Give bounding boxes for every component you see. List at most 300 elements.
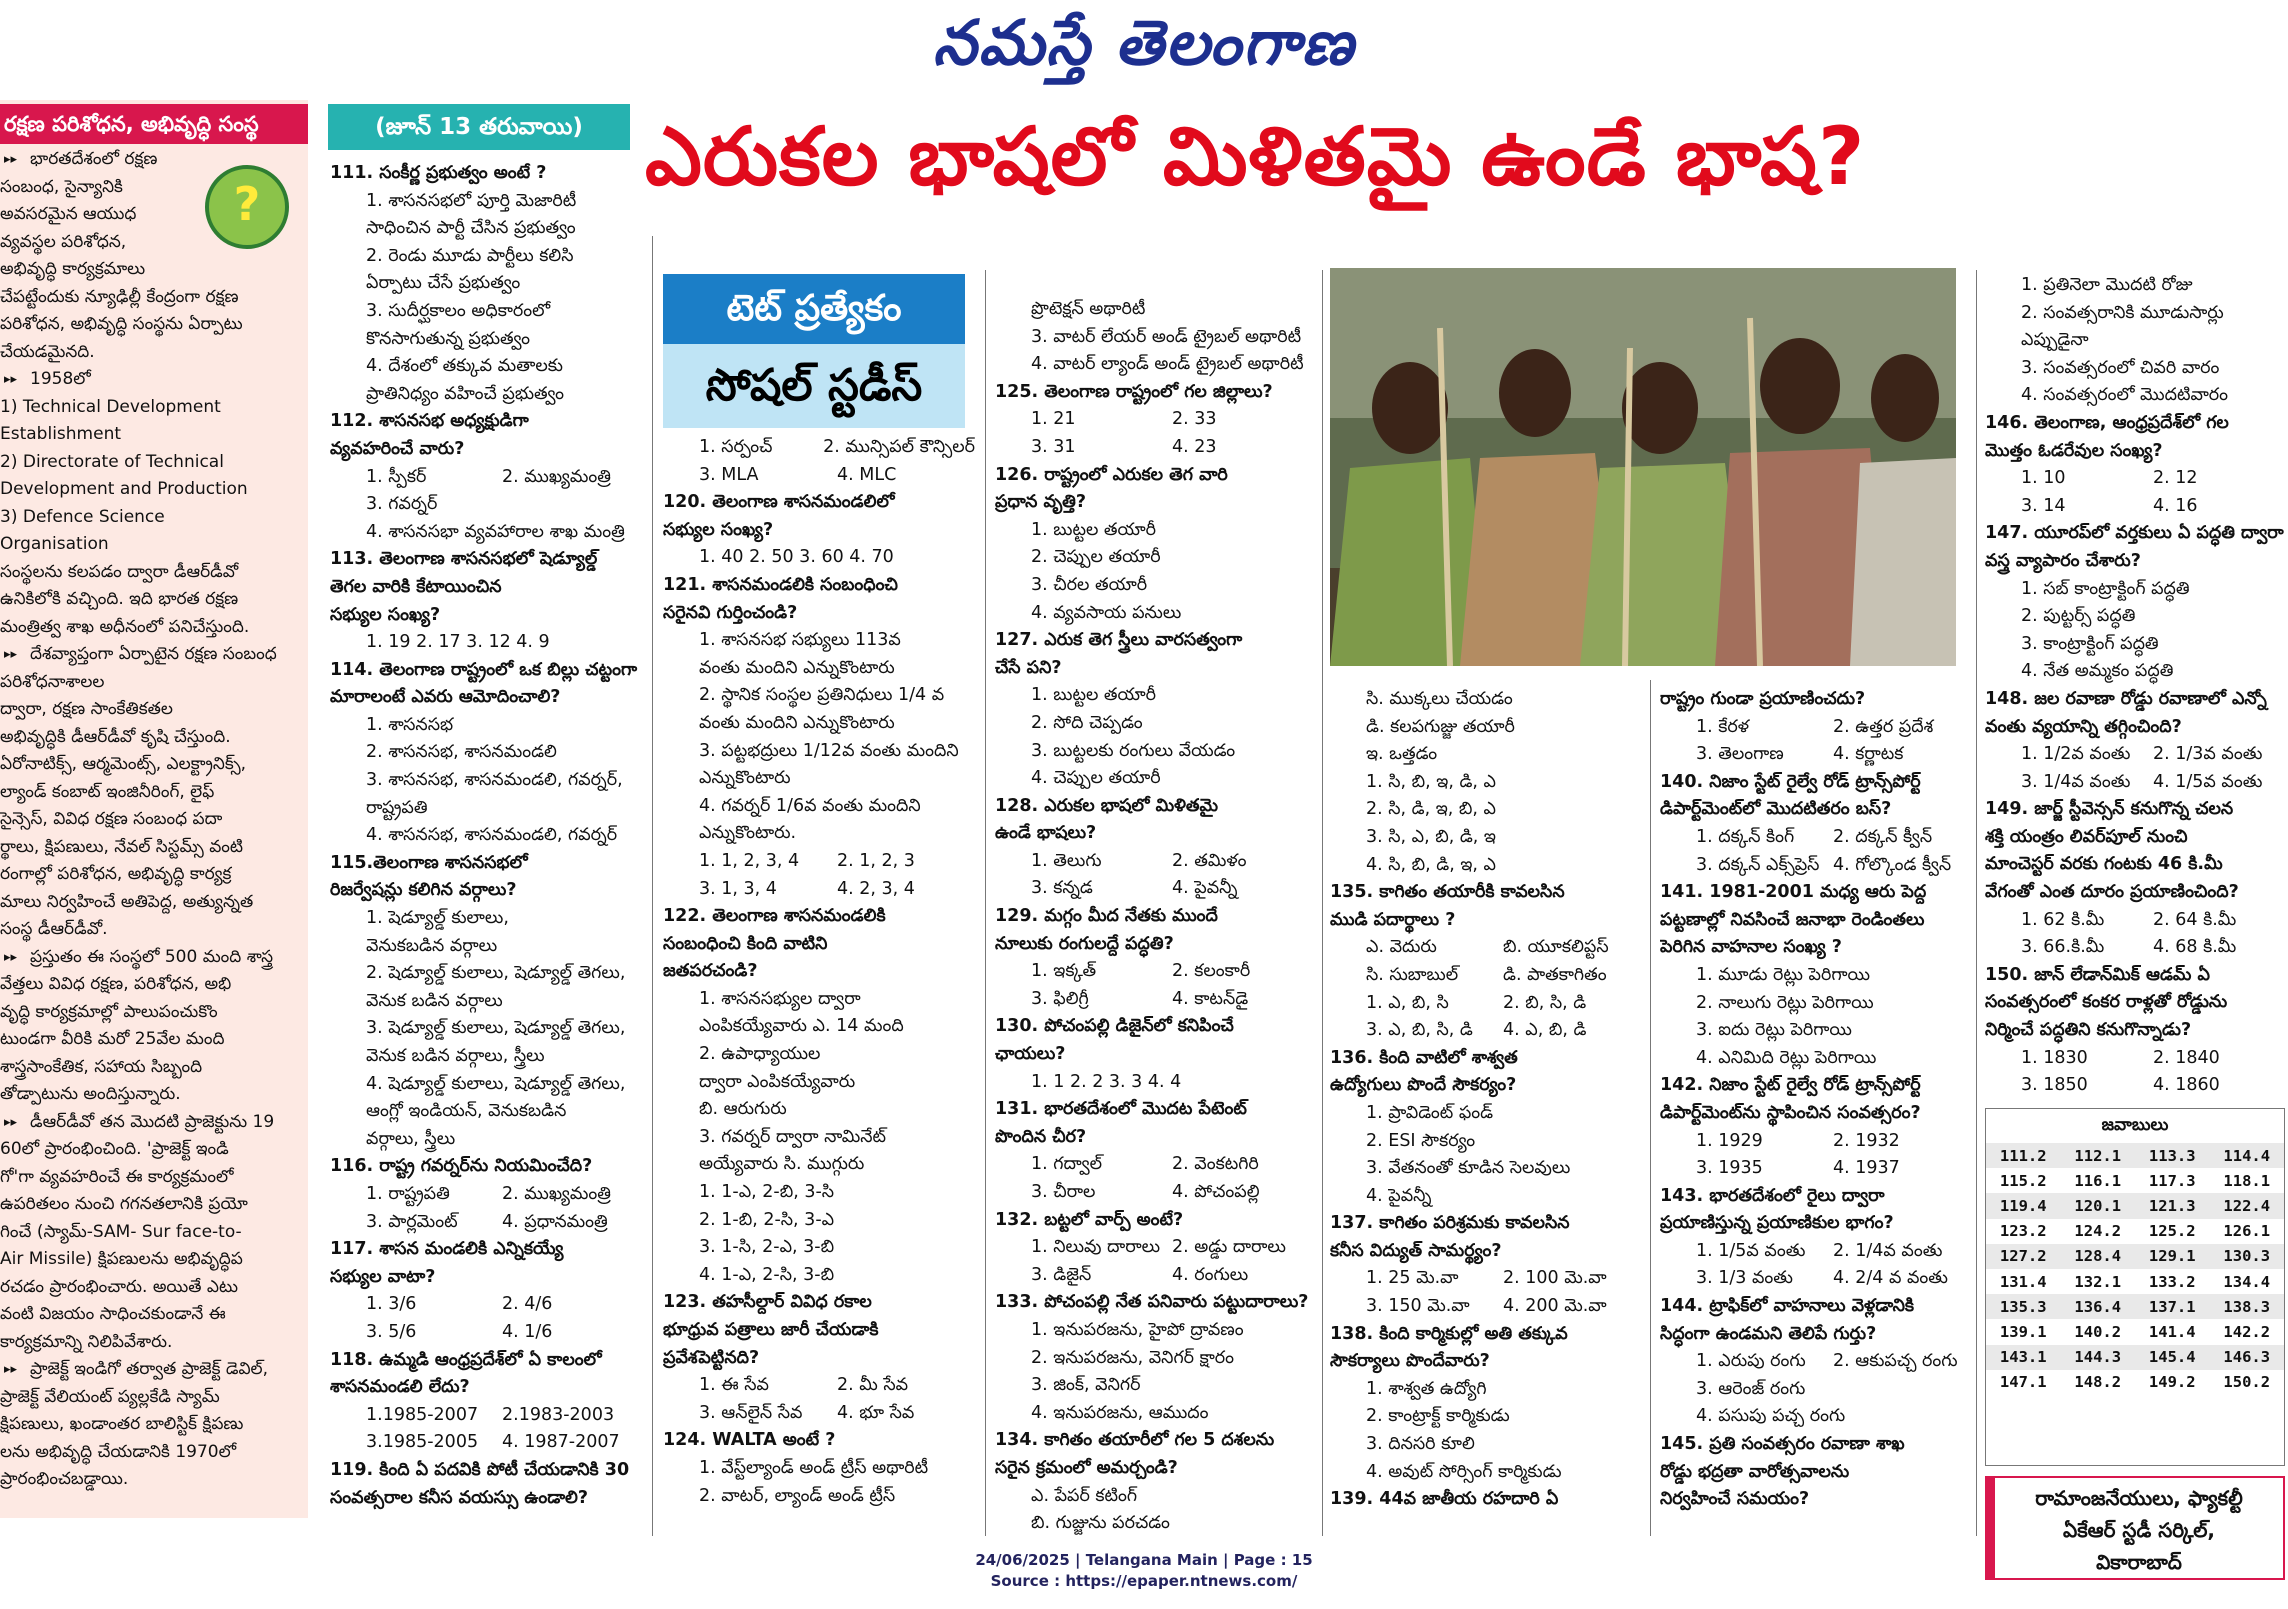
answer-cell: 115.2	[1999, 1171, 2047, 1190]
text-line: వెనుక బడిన వర్గాలు	[366, 990, 503, 1011]
text-line: టుండగా వీరికి మరో 25వేల మంది	[0, 1029, 225, 1049]
option-text: 4. 1987-2007	[502, 1432, 620, 1453]
text-line: వృద్ధి కార్యక్రమాల్లో పాలుపంచుకొం	[0, 1001, 218, 1022]
text-line: 3. సంవత్సరంలో చివరి వారం	[2021, 357, 2220, 378]
option-text: 1. ఇక్కత్	[1031, 961, 1097, 982]
text-line: వంతు మందిని ఎన్నుకొంటారు	[699, 657, 895, 678]
text-line	[330, 1319, 638, 1347]
option-text: 2. ముఖ్యమంత్రి	[502, 466, 611, 487]
option-text: 4. గోల్కొండ క్వీన్	[1833, 854, 1952, 875]
question-line: సభ్యుల సంఖ్య?	[663, 519, 774, 540]
text-line: 2. ఇనుపరజను, వెనిగర్ క్షారం	[1031, 1347, 1235, 1368]
text-line: 1. 19 2. 17 3. 12 4. 9	[366, 632, 550, 653]
answers-table	[1986, 1143, 2284, 1395]
column-divider	[985, 270, 986, 1536]
option-text: 1. 10	[2021, 468, 2066, 489]
answer-cell: 121.3	[2148, 1196, 2196, 1215]
option-text: 1. ఎ, బి, సి	[1366, 992, 1449, 1013]
text-line: 2. చెప్పుల తయారీ	[1031, 547, 1161, 568]
answer-cell: 111.2	[1999, 1146, 2047, 1165]
question-line: 124. WALTA అంటే ?	[663, 1430, 836, 1451]
option-text: 1. గద్వాల్	[1031, 1154, 1103, 1175]
question-line: 117. శాసన మండలికి ఎన్నికయ్యే	[330, 1239, 564, 1260]
text-line: సైన్సెస్, వివిధ రక్షణ సంబంధ పదా	[0, 809, 223, 829]
option-text: 2. 12	[2153, 468, 2198, 489]
text-line: 3. గవర్నర్ ద్వారా నామినేట్	[699, 1126, 887, 1147]
text-line: 3. పట్టభద్రులు 1/12వ వంతు మందిని	[699, 740, 959, 761]
text-line: 2) Directorate of Technical	[0, 451, 224, 472]
question-line: 127. ఎరుక తెగ స్త్రీలు వారసత్వంగా	[995, 630, 1243, 651]
text-line	[1330, 990, 1640, 1018]
text-line: ▸▸ 1958లో	[0, 366, 308, 394]
answer-cell: 120.1	[2074, 1196, 2122, 1215]
text-line	[995, 848, 1313, 876]
author-line: ఏకేఆర్ స్టడీ సర్కిల్,	[2062, 1518, 2216, 1542]
question-line: 136. కింది వాటిలో శాశ్వత	[1330, 1047, 1518, 1068]
option-text: 3. చీరాల	[1031, 1182, 1096, 1202]
option-text: 1. సర్పంచ్	[699, 437, 773, 457]
question-line: 119. కింది ఏ పదవికి పోటీ చేయడానికి 30	[330, 1459, 630, 1480]
question-line: ముడి పదార్థాలు ?	[1330, 909, 1456, 930]
text-line: 2. నాలుగు రెట్లు పెరిగాయి	[1696, 992, 1874, 1013]
answer-cell: 136.4	[2074, 1297, 2122, 1316]
option-text: 1. నిలువు దారాలు	[1031, 1237, 1161, 1258]
text-line: ▸▸ ప్రాజెక్ట్ ఇండిగో తర్వాత ప్రాజెక్ట్ డెవిల్,	[0, 1356, 308, 1384]
answer-cell: 150.2	[2223, 1373, 2271, 1392]
question-line: 122. తెలంగాణ శాసనమండలికి	[663, 906, 886, 927]
text-line: Establishment	[0, 424, 122, 444]
question-line: 116. రాష్ట్ర గవర్నర్‌ను నియమించేది?	[330, 1156, 593, 1177]
question-line: ఉద్యోగులు పొందే సౌకర్యం?	[1330, 1075, 1517, 1096]
text-line: బి. ఆరుగురు	[699, 1099, 787, 1120]
answer-cell: 119.4	[1999, 1196, 2047, 1215]
text-line: 3. చీరల తయారీ	[1031, 574, 1148, 595]
text-line	[1985, 1045, 2285, 1073]
option-text: 2. వెంకటగిరి	[1172, 1154, 1259, 1175]
option-text: 3. 1, 3, 4	[699, 878, 777, 899]
author-line: రామాంజనేయులు, ఫ్యాకల్టీ	[2035, 1486, 2243, 1510]
option-text: 4. 23	[1172, 436, 1217, 457]
option-text: 1. 25 మె.వా	[1366, 1268, 1459, 1289]
answer-cell: 132.1	[2074, 1272, 2122, 1291]
question-line: వ్యవహరించే వారు?	[330, 438, 465, 459]
text-line: అభివృద్ధి కార్యక్రమాలు	[0, 259, 146, 279]
question-line: వంతు వ్యయాన్ని తగ్గించింది?	[1985, 716, 2182, 737]
answer-cell: 113.3	[2148, 1146, 2196, 1165]
option-text: 2. ఉత్తర ప్రదేశ	[1833, 716, 1934, 737]
answers-title: జవాబులు	[2101, 1115, 2169, 1135]
question-line: 130. పోచంపల్లి డిజైన్‌లో కనిపించే	[995, 1016, 1234, 1037]
question-line: పెరిగిన వాహనాల సంఖ్య ?	[1660, 937, 1842, 958]
text-line: 3. షెడ్యూల్డ్ కులాలు, షెడ్యూల్డ్ తెగలు,	[366, 1018, 626, 1039]
text-line: 2. ESI సౌకర్యం	[1366, 1130, 1476, 1151]
answers-row	[1986, 1319, 2284, 1344]
answer-cell: 138.3	[2223, 1297, 2271, 1316]
text-line: అవసరమైన ఆయుధ	[0, 204, 137, 224]
answer-cell: 148.2	[2074, 1373, 2122, 1392]
text-line	[1660, 714, 1970, 742]
headline: ఎరుకల భాషలో మిళితమై ఉండే భాష?	[645, 110, 1866, 203]
option-text: 4. రంగులు	[1172, 1264, 1249, 1285]
question-line: 121. శాసనమండలికి సంబంధించి	[663, 574, 898, 595]
option-text: 1. దక్కన్ కింగ్	[1696, 826, 1795, 847]
text-line	[663, 876, 975, 904]
answer-cell: 130.3	[2223, 1247, 2271, 1266]
text-line: కొనసాగుతున్న ప్రభుత్వం	[366, 328, 531, 349]
option-text: 3. 1935	[1696, 1158, 1763, 1179]
question-line: కనీస విద్యుత్ సామర్థ్యం?	[1330, 1240, 1502, 1261]
question-line: 142. నిజాం స్టేట్ రైల్వే రోడ్ ట్రాన్స్‌పోర్ట్	[1660, 1075, 1921, 1096]
left-sidebar-text	[0, 146, 308, 1516]
text-line: 4. అవుట్ సోర్సింగ్ కార్మికుడు	[1366, 1461, 1562, 1482]
answer-cell: 129.1	[2148, 1247, 2196, 1266]
text-line: చేపట్టేందుకు న్యూఢిల్లీ కేంద్రంగా రక్షణ	[0, 286, 239, 307]
text-line: 3. శాసనసభ, శాసనమండలి, గవర్నర్,	[366, 770, 623, 791]
question-line: సభ్యుల సంఖ్య?	[330, 604, 441, 625]
option-text: 3. 150 మె.వా	[1366, 1296, 1470, 1317]
text-line: లను అభివృద్ధి చేయడానికి 1970లో	[0, 1441, 237, 1462]
text-line	[1660, 1155, 1970, 1183]
text-line: 1. సబ్ కాంట్రాక్టింగ్ పద్ధతి	[2021, 578, 2190, 599]
option-text: 1. ఈ సేవ	[699, 1375, 769, 1396]
text-line	[1330, 934, 1640, 962]
option-text: డి. పాతకాగితం	[1503, 964, 1607, 985]
answer-cell: 140.2	[2074, 1322, 2122, 1341]
text-line: ఎన్నుకొంటారు.	[699, 823, 797, 844]
option-text: 2. 1840	[2153, 1047, 2220, 1068]
text-line: వ్యవస్థల పరిశోధన,	[0, 231, 127, 252]
text-line: ప్రాజెక్ట్ వేలియంట్ ప్యల్లకేడి స్యామ్	[0, 1386, 220, 1407]
text-line: 2. కాంట్రాక్ట్ కార్మికుడు	[1366, 1406, 1510, 1427]
text-line	[330, 1209, 638, 1237]
text-line: Development and Production	[0, 479, 248, 499]
footer-date-page: 24/06/2025 | Telangana Main | Page : 15	[975, 1551, 1313, 1569]
option-text: 3. 1850	[2021, 1075, 2088, 1096]
questions-column-6	[1985, 272, 2285, 1102]
option-text: 3. 31	[1031, 436, 1076, 457]
question-line: పొందిన చీర?	[995, 1126, 1087, 1147]
date-tab: (జూన్ 13 తరువాయి)	[328, 104, 630, 150]
answer-cell: 143.1	[1999, 1348, 2047, 1367]
text-line: వర్గాలు, స్త్రీలు	[366, 1128, 456, 1149]
option-text: 3. డిజైన్	[1031, 1264, 1092, 1285]
text-line: 2. స్థానిక సంస్థల ప్రతినిధులు 1/4 వ	[699, 685, 945, 706]
text-line: 2. సంవత్సరానికి మూడుసార్లు	[2021, 302, 2224, 323]
text-line: Air Missile) క్షిపణులను అభివృద్ధిప	[0, 1249, 243, 1269]
text-line: 4. దేశంలో తక్కువ మతాలకు	[366, 356, 563, 377]
text-line	[1660, 852, 1970, 880]
question-line: ప్రధాన వృత్తి?	[995, 492, 1086, 513]
question-line: సిద్ధంగా ఉండమని తెలిపే గుర్తు?	[1660, 1323, 1877, 1344]
option-text: 4. 1937	[1833, 1158, 1900, 1179]
text-line: ఇ. ఒత్తడం	[1366, 744, 1438, 765]
questions-column-3	[995, 296, 1313, 1536]
question-line: 126. రాష్ట్రంలో ఎరుకల తెగ వారి	[995, 464, 1228, 485]
question-line: జతపరచండి?	[663, 961, 758, 982]
questions-column-5	[1660, 686, 1970, 1536]
text-line	[1660, 1265, 1970, 1293]
answers-row	[1986, 1219, 2284, 1244]
option-text: 2. 1/4వ వంతు	[1833, 1240, 1943, 1261]
answer-cell: 124.2	[2074, 1222, 2122, 1241]
column-divider	[652, 236, 653, 1536]
text-line	[1330, 1293, 1640, 1321]
option-text: 4. 1860	[2153, 1075, 2220, 1096]
text-line: వంటి విజయం సాధించకుండానే ఈ	[0, 1304, 226, 1324]
question-line: 144. ట్రాఫిక్‌లో వాహనాలు వెళ్లడానికి	[1660, 1296, 1915, 1317]
text-line: ఉపరితలం నుంచి గగనతలానికి ప్రయో	[0, 1194, 248, 1214]
option-text: 2. 64 కి.మీ	[2153, 909, 2237, 930]
option-text: 4. పైవన్నీ	[1172, 878, 1238, 899]
option-text: 1. తెలుగు	[1031, 850, 1102, 871]
text-line: 1. షెడ్యూల్డ్ కులాలు,	[366, 908, 509, 929]
text-line: ల్యాండ్ కంబాట్ ఇంజినీరింగ్, లైఫ్	[0, 781, 215, 802]
option-text: 4. ప్రధానమంత్రి	[502, 1211, 608, 1232]
text-line: 1. 1 2. 2 3. 3 4. 4	[1031, 1071, 1182, 1092]
questions-column-2	[663, 434, 975, 1534]
question-line: 137. కాగితం పరిశ్రమకు కావలసిన	[1330, 1213, 1570, 1234]
text-line	[1660, 824, 1970, 852]
answer-cell: 128.4	[2074, 1247, 2122, 1266]
text-line: 1. బుట్టల తయారీ	[1031, 519, 1157, 540]
question-line: నూలుకు రంగులద్దే పద్ధతి?	[995, 933, 1174, 954]
column-divider	[1976, 270, 1977, 1536]
answer-cell: 142.2	[2223, 1322, 2271, 1341]
text-line: 2. సి, డి, ఇ, బి, ఎ	[1366, 799, 1496, 820]
text-line: 1. ప్రావిడెంట్ ఫండ్	[1366, 1102, 1494, 1123]
question-line: సభ్యుల వాటా?	[330, 1266, 436, 1287]
answer-cell: 127.2	[1999, 1247, 2047, 1266]
option-text: 3. 14	[2021, 495, 2066, 516]
text-line: ఏర్పాటు చేసే ప్రభుత్వం	[366, 273, 521, 294]
option-text: 4. 68 కి.మీ	[2153, 937, 2237, 958]
option-text: 4. 1/5వ వంతు	[2153, 771, 2263, 792]
question-line: నిర్వహించే సమయం?	[1660, 1489, 1810, 1510]
text-line: తోడ్పాటును అందిస్తున్నారు.	[0, 1084, 181, 1104]
question-line: సంవత్సరాల కనీస వయస్సు ఉండాలి?	[330, 1487, 589, 1508]
answer-cell: 112.1	[2074, 1146, 2122, 1165]
text-line: 2. షెడ్యూల్డ్ కులాలు, షెడ్యూల్డ్ తెగలు,	[366, 963, 626, 984]
text-line: 2. ఉపాధ్యాయుల	[699, 1044, 821, 1065]
column-divider	[1322, 270, 1323, 1536]
question-line: 129. మగ్గం మీద నేతకు ముందే	[995, 906, 1218, 927]
question-line: 145. ప్రతి సంవత్సరం రవాణా శాఖ	[1660, 1434, 1905, 1455]
text-line: ఉనికిలోకి వచ్చింది. ఇది భారత రక్షణ	[0, 589, 239, 609]
question-line: 113. తెలంగాణ శాసనసభలో షెడ్యూల్డ్	[330, 549, 598, 570]
text-line: 3. గవర్నర్	[366, 494, 438, 515]
text-line: అయ్యేవారు సి. ముగ్గురు	[699, 1154, 865, 1175]
text-line: గో'గా వ్యవహరించే ఈ కార్యక్రమంలో	[0, 1166, 234, 1187]
text-line: ఆంగ్లో ఇండియన్, వెనుకబడిన	[366, 1101, 567, 1122]
text-line: వంతు మందిని ఎన్నుకొంటారు	[699, 712, 895, 733]
option-text: 4. ఎ, బి, డి	[1503, 1020, 1587, 1041]
text-line: చేయడమైనది.	[0, 341, 95, 362]
text-line: 4. శాసనసభ, శాసనమండలి, గవర్నర్	[366, 825, 618, 846]
text-line: ప్రాతినిధ్యం వహించే ప్రభుత్వం	[366, 383, 565, 404]
text-line: ఎ. పేపర్ కటింగ్	[1031, 1485, 1138, 1506]
option-text: 3. దక్కన్ ఎక్స్‌ప్రెస్	[1696, 854, 1820, 875]
option-text: 2. బి, సి, డి	[1503, 992, 1587, 1013]
option-text: ఎ. వెదురు	[1366, 937, 1437, 958]
option-text: 3. ఫిలిగ్రీ	[1031, 988, 1089, 1009]
option-text: 1. 1/5వ వంతు	[1696, 1240, 1806, 1261]
text-line	[995, 986, 1313, 1014]
questions-column-4	[1330, 686, 1640, 1536]
answers-row	[1986, 1370, 2284, 1395]
text-line: 2. రెండు మూడు పార్టీలు కలిసి	[366, 245, 574, 266]
answer-cell: 135.3	[1999, 1297, 2047, 1316]
text-line	[330, 1429, 638, 1457]
text-line: ప్రొటెక్షన్ అథారిటీ	[1031, 299, 1146, 319]
text-line: క్షిపణులు, ఖండాంతర బాలిస్టిక్ క్షిపణు	[0, 1414, 244, 1434]
option-text: 3. 66.కి.మీ	[2021, 937, 2105, 958]
text-line	[995, 958, 1313, 986]
subject-label: సోషల్ స్టడీస్	[663, 344, 965, 428]
text-line	[995, 1151, 1313, 1179]
text-line: 1. ఇనుపరజను, హైపో ద్రావణం	[1031, 1319, 1244, 1340]
text-line: 1. శాశ్వత ఉద్యోగి	[1366, 1378, 1487, 1399]
masthead: నమస్తే తెలంగాణ	[932, 6, 1356, 79]
question-line: మాంచెస్టర్ వరకు గంటకు 46 కి.మీ	[1985, 854, 2223, 875]
question-line: రిజర్వేషన్లు కలిగిన వర్గాలు?	[330, 880, 517, 901]
question-line: 118. ఉమ్మడి ఆంధ్రప్రదేశ్‌లో ఏ కాలంలో	[330, 1349, 602, 1370]
text-line: 3. సుదీర్ఘకాలం అధికారంలో	[366, 300, 551, 321]
text-line: గించే (స్యామ్-SAM- Sur face-to-	[0, 1221, 242, 1242]
text-line: 3) Defence Science	[0, 506, 165, 527]
question-line: 132. బట్టలో వార్ప్ అంటే?	[995, 1209, 1184, 1230]
text-line: 4. వాటర్ ల్యాండ్ అండ్ ట్రైబల్ అథారిటీ	[1031, 354, 1304, 375]
option-text: 3. 5/6	[366, 1321, 417, 1342]
text-line: 1. శాసనసభ	[366, 714, 454, 735]
answer-cell: 126.1	[2223, 1222, 2271, 1241]
text-line: 1. శాసనసభ్యుల ద్వారా	[699, 988, 861, 1009]
text-line: 1. సి, బి, ఇ, డి, ఎ	[1366, 771, 1496, 792]
answer-cell: 114.4	[2223, 1146, 2271, 1165]
option-text: 4. కర్ణాటక	[1833, 744, 1904, 765]
text-line: 3. ఆరెంజ్ రంగు	[1696, 1378, 1806, 1399]
text-line: ఎంపికయ్యేవారు ఎ. 14 మంది	[699, 1016, 904, 1037]
question-line: శాసనమండలి లేదు?	[330, 1377, 470, 1398]
text-line: ర్థాలు, క్షిపణులు, నేవల్ సిస్టమ్స్ వంటి	[0, 836, 244, 857]
text-line: 4. షెడ్యూల్డ్ కులాలు, షెడ్యూల్డ్ తెగలు,	[366, 1073, 626, 1094]
question-line: 112. శాసనసభ అధ్యక్షుడిగా	[330, 411, 529, 432]
question-line: రాష్ట్రం గుండా ప్రయాణించదు?	[1660, 689, 1866, 709]
text-line: 4. చెప్పుల తయారీ	[1031, 768, 1161, 789]
text-line: మాలు నిర్వహించే అతిపెద్ద, అత్యున్నత	[0, 891, 254, 912]
option-text: 1. 1/2వ వంతు	[2021, 744, 2131, 765]
question-line: 134. కాగితం తయారీలో గల 5 దశలను	[995, 1430, 1275, 1451]
option-text: 3. ఎ, బి, సి, డి	[1366, 1020, 1473, 1041]
text-line	[1985, 769, 2285, 797]
text-line: 4. శాసనసభా వ్యవహారాల శాఖ మంత్రి	[366, 521, 625, 542]
answer-cell: 118.1	[2223, 1171, 2271, 1190]
answer-cell: 116.1	[2074, 1171, 2122, 1190]
text-line: ద్వారా ఎంపికయ్యేవారు	[699, 1071, 856, 1092]
text-line	[663, 462, 975, 490]
text-line: ఎన్నుకొంటారు	[699, 768, 791, 789]
option-text: 2. మీ సేవ	[837, 1375, 909, 1396]
question-line: సౌకర్యాలు పొందేవారు?	[1330, 1351, 1490, 1372]
option-text: 1. 3/6	[366, 1294, 417, 1315]
text-line: 1. శాసనసభలో పూర్తి మెజారిటీ	[366, 190, 577, 211]
text-line: సంబంధ, సైన్యానికి	[0, 176, 123, 197]
question-line: 146. తెలంగాణ, ఆంధ్రప్రదేశ్‌లో గల	[1985, 412, 2229, 433]
option-text: 1. 1830	[2021, 1047, 2088, 1068]
text-line: 4. సంవత్సరంలో మొదటివారం	[2021, 385, 2229, 406]
question-line: ఛాయలు?	[995, 1044, 1066, 1065]
question-line: వేగంతో ఎంత దూరం ప్రయాణించింది?	[1985, 882, 2239, 903]
question-line: 133. పోచంపల్లి నేత పనివారు పట్టుదారాలు?	[995, 1292, 1309, 1313]
answer-cell: 144.3	[2074, 1348, 2122, 1367]
option-text: 2. 100 మె.వా	[1503, 1268, 1607, 1289]
answers-row	[1986, 1193, 2284, 1218]
answer-cell: 141.4	[2148, 1322, 2196, 1341]
question-line: 141. 1981-2001 మధ్య ఆరు పెద్ద	[1660, 882, 1927, 903]
answers-row	[1986, 1269, 2284, 1294]
question-line: 120. తెలంగాణ శాసనమండలిలో	[663, 492, 895, 513]
question-line: సంబంధించి కింది వాటిని	[663, 933, 828, 954]
text-line: 3. దినసరి కూలి	[1366, 1434, 1475, 1455]
text-line: 60లో ప్రారంభించింది. 'ప్రాజెక్ట్ ఇండి	[0, 1139, 229, 1159]
text-line: 1. బుట్టల తయారీ	[1031, 685, 1157, 706]
option-text: 4. 2/4 వ వంతు	[1833, 1268, 1948, 1289]
question-line: సంవత్సరంలో కంకర రాళ్లతో రోడ్డును	[1985, 992, 2228, 1013]
answer-cell: 146.3	[2223, 1348, 2271, 1367]
text-line: 1. వేస్ట్‌ల్యాండ్ అండ్ ట్రీస్ అథారిటీ	[699, 1457, 929, 1478]
answers-row	[1986, 1168, 2284, 1193]
text-line	[995, 1234, 1313, 1262]
text-line	[1985, 1072, 2285, 1100]
option-text: 3. ఆన్‌లైన్ సేవ	[699, 1402, 803, 1423]
text-line: పరిశోధన, అభివృద్ధి సంస్థను ఏర్పాటు	[0, 314, 243, 334]
text-line: 4. వ్యవసాయ పనులు	[1031, 602, 1182, 623]
question-line: 114. తెలంగాణ రాష్ట్రంలో ఒక బిల్లు చట్టంగా	[330, 659, 638, 680]
column-divider	[1650, 680, 1651, 1536]
text-line	[330, 1291, 638, 1319]
option-text: 2. కలంకారీ	[1172, 961, 1251, 982]
answers-row	[1986, 1345, 2284, 1370]
question-mark-icon: ?	[205, 165, 289, 249]
text-line: 3. ఐదు రెట్లు పెరిగాయి	[1696, 1020, 1852, 1041]
text-line	[330, 1181, 638, 1209]
text-line: 2. వాటర్, ల్యాండ్ అండ్ ట్రీస్	[699, 1485, 896, 1506]
text-line: ▸▸ దేశవ్యాప్తంగా ఏర్పాటైన రక్షణ సంబంధ	[0, 641, 308, 669]
option-text: 3.1985-2005	[366, 1432, 479, 1453]
text-line: వెనుకబడిన వర్గాలు	[366, 935, 498, 956]
question-line: 131. భారతదేశంలో మొదట పేటెంట్	[995, 1099, 1247, 1120]
text-line	[330, 1402, 638, 1430]
question-line: 135. కాగితం తయారీకి కావలసిన	[1330, 882, 1565, 903]
text-line: రచడం ప్రారంభించారు. అయితే ఎటు	[0, 1276, 239, 1297]
text-line: ద్వారా, రక్షణ సాంకేతికతల	[0, 699, 173, 719]
question-line: 143. భారతదేశంలో రైలు ద్వారా	[1660, 1185, 1885, 1206]
option-text: 4. MLC	[837, 464, 897, 485]
text-line: 4. పసుపు పచ్చ రంగు	[1696, 1406, 1846, 1427]
question-line: 123. తహసీల్దార్ వివిధ రకాల	[663, 1292, 872, 1313]
option-text: 2. 1932	[1833, 1130, 1900, 1151]
question-line: సరైన క్రమంలో అమర్చండి?	[995, 1457, 1178, 1478]
question-line: ప్రవేశపెట్టినది?	[663, 1347, 760, 1368]
text-line: 3. సి, ఎ, బి, డి, ఇ	[1366, 826, 1496, 847]
text-line: 3. 1-సి, 2-ఎ, 3-బి	[699, 1237, 835, 1258]
text-line: డి. కలపగుజ్జు తయారీ	[1366, 716, 1515, 737]
question-line: మొత్తం ఓడరేవుల సంఖ్య?	[1985, 440, 2163, 461]
answer-cell: 147.1	[1999, 1373, 2047, 1392]
option-text: 2. ముఖ్యమంత్రి	[502, 1183, 611, 1204]
option-text: 4. 2, 3, 4	[837, 878, 915, 899]
text-line	[995, 875, 1313, 903]
text-line	[663, 434, 975, 462]
